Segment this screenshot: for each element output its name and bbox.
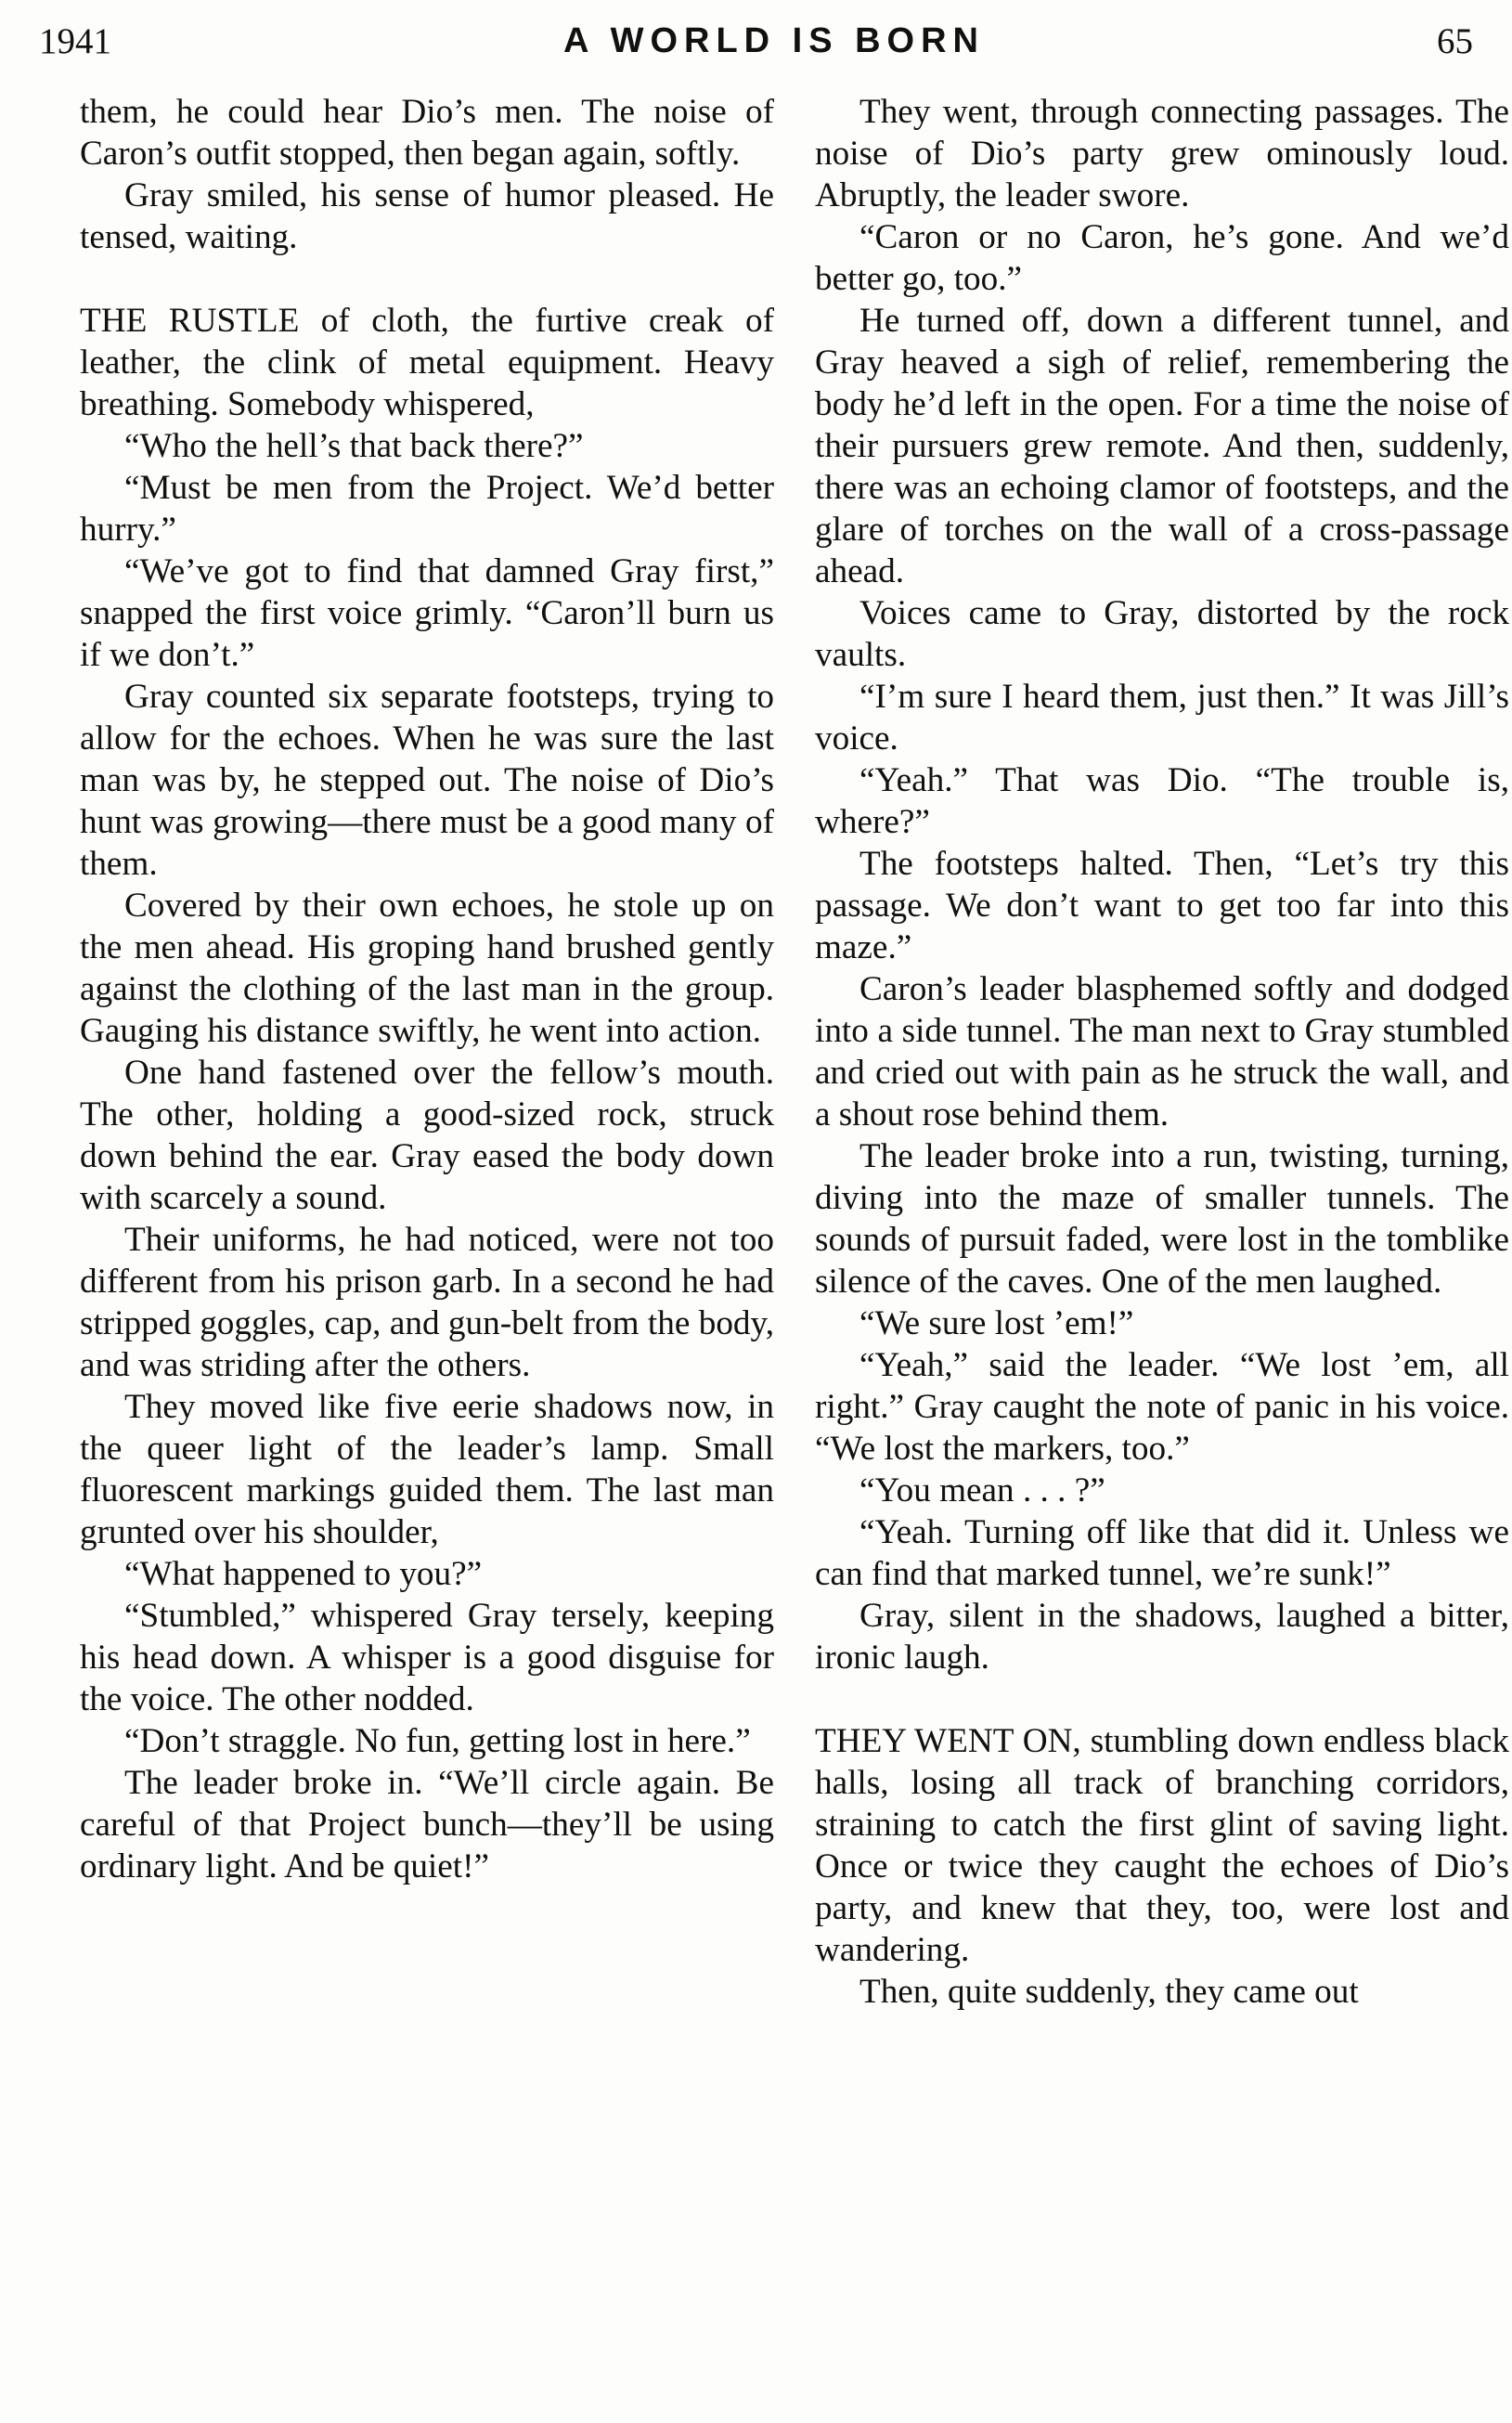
paragraph: Their uniforms, he had noticed, were not too different from his prison garb. In a second he had stripped goggles, cap, and gun-belt from the body, and was striding after the others. <box>80 1221 774 1384</box>
paragraph: “I’m sure I heard them, just then.” It was Jill’s voice. <box>815 678 1509 758</box>
paragraph: They moved like five eerie shadows now, in the queer light of the leader’s lamp. Small fluorescent markings guided them. The last man grunted over his shoulder, <box>80 1388 774 1551</box>
paragraph: “You mean . . . ?” <box>859 1471 1105 1510</box>
left-column <box>80 91 774 1887</box>
paragraph: Gray, silent in the shadows, laughed a bitter, ironic laugh. <box>815 1597 1509 1677</box>
paragraph: The leader broke into a run, twisting, turning, diving into the maze of smaller tunnels. The sounds of pursuit faded, were lost in the tomblike silence of the caves. One of the men laughed. <box>815 1137 1509 1301</box>
paragraph: “What happened to you?” <box>124 1555 483 1593</box>
paragraph: “Who the hell’s that back there?” <box>124 427 584 465</box>
paragraph: “Stumbled,” whispered Gray tersely, keeping his head down. A whisper is a good disguise for the voice. The other nodded. <box>80 1597 774 1718</box>
paragraph: Voices came to Gray, distorted by the rock vaults. <box>815 594 1509 674</box>
paragraph: They went, through connecting passages. The noise of Dio’s party grew ominously loud. Abruptly, the leader swore. <box>815 93 1509 214</box>
paragraph: “We sure lost ’em!” <box>859 1304 1134 1342</box>
paragraph: The leader broke in. “We’ll circle again. Be careful of that Project bunch—they’ll be using ordinary light. And be quiet!” <box>80 1764 774 1885</box>
page-header <box>39 13 1473 69</box>
section-lead-in: THE RUSTLE <box>80 302 300 340</box>
continued-paragraph: them, he could hear Dio’s men. The noise of Caron’s outfit stopped, then began again, softly. <box>80 93 774 173</box>
running-title: A WORLD IS BORN <box>562 20 985 60</box>
paragraph: “Don’t straggle. No fun, getting lost in here.” <box>124 1722 751 1760</box>
section-opening-paragraph <box>815 1720 1509 1971</box>
paragraph-text: stumbling down endless black halls, losing all track of branching corridors, straining to catch the first glint of saving light. Once or twice they caught the echoes of Dio’s party, and knew that they, too, were lost and wandering. <box>815 1722 1509 1969</box>
paragraph: “Must be men from the Project. We’d better hurry.” <box>80 469 774 549</box>
paragraph: “Yeah,” said the leader. “We lost ’em, all right.” Gray caught the note of panic in his voice. “We lost the markers, too.” <box>815 1346 1509 1468</box>
paragraph: “Yeah. Turning off like that did it. Unless we can find that marked tunnel, we’re sunk!” <box>815 1513 1509 1593</box>
paragraph: Gray counted six separate footsteps, trying to allow for the echoes. When he was sure the last man was by, he stepped out. The noise of Dio’s hunt was growing—there must be a good many of them. <box>80 678 774 883</box>
paragraph: The footsteps halted. Then, “Let’s try this passage. We don’t want to get too far into this maze.” <box>815 845 1509 966</box>
page-number: 65 <box>1436 20 1473 61</box>
paragraph: One hand fastened over the fellow’s mouth. The other, holding a good-sized rock, struck down behind the ear. Gray eased the body down with scarcely a sound. <box>80 1054 774 1217</box>
header-year: 1941 <box>39 20 111 61</box>
paragraph: “Caron or no Caron, he’s gone. And we’d better go, too.” <box>815 218 1509 298</box>
paragraph: Gray smiled, his sense of humor pleased. He tensed, waiting. <box>80 176 774 256</box>
paragraph: Then, quite suddenly, they came out <box>859 1973 1359 2011</box>
paragraph: “Yeah.” That was Dio. “The trouble is, where?” <box>815 761 1509 841</box>
section-lead-in: THEY WENT ON, <box>815 1722 1081 1760</box>
paragraph-text: of cloth, the furtive creak of leather, the clink of metal equipment. Heavy breathing. Somebody whispered, <box>80 302 774 423</box>
section-opening-paragraph <box>80 300 774 425</box>
paragraph: He turned off, down a different tunnel, and Gray heaved a sigh of relief, remembering the body he’d left in the open. For a time the noise of their pursuers grew remote. And then, suddenly, there was an echoing clamor of footsteps, and the glare of torches on the wall of a cross-passage ahead. <box>815 302 1509 590</box>
paragraph: Covered by their own echoes, he stole up on the men ahead. His groping hand brushed gently against the clothing of the last man in the group. Gauging his distance swiftly, he went into action. <box>80 887 774 1050</box>
right-column <box>815 91 1509 2013</box>
paragraph: Caron’s leader blasphemed softly and dodged into a side tunnel. The man next to Gray stumbled and cried out with pain as he struck the wall, and a shout rose behind them. <box>815 970 1509 1134</box>
paragraph: “We’ve got to find that damned Gray first,” snapped the first voice grimly. “Caron’ll burn us if we don’t.” <box>80 552 774 674</box>
